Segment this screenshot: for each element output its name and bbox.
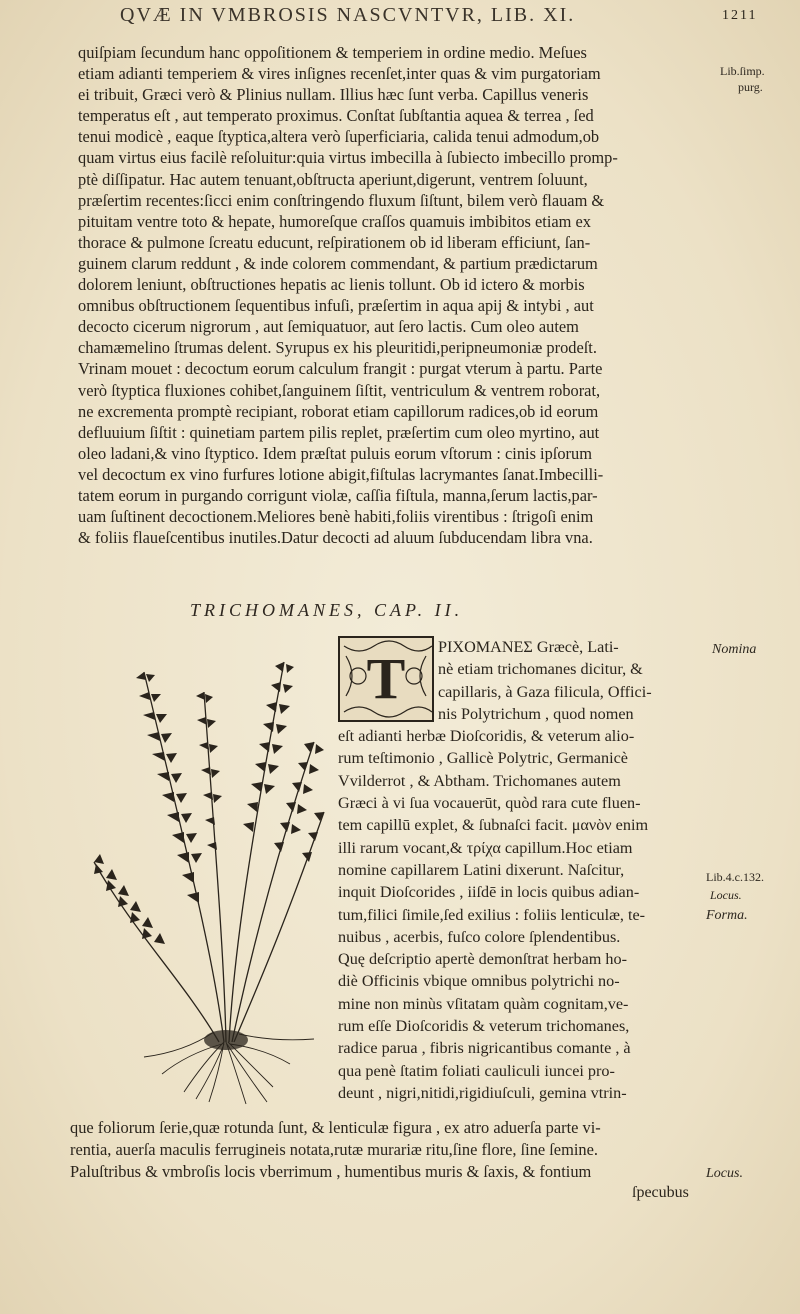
text-line: Quę deſcriptio apertè demonſtrat herbam ho- [338,950,628,969]
text-line: tum,filici ſimile,ſed exilius : foliis lenticulæ, te- [338,905,646,924]
text-line: inquit Dioſcorides , iiſdē in locis quibus adian- [338,883,640,902]
folio-number: 1211 [722,8,758,23]
margin-note-lib4: Lib.4.c.132. [706,870,764,884]
text-line: Vrinam mouet : decoctum eorum calculum frangit : purgat vterum à partu. Parte [78,359,603,379]
text-line: ei tribuit, Græci verò & Plinius nullam. Illius hæc ſunt verba. Capillus veneris [78,85,589,105]
text-line: guinem clarum reddunt , & inde colorem commendant, & partium prædictarum [78,253,598,273]
margin-note-nomina: Nomina [712,642,757,657]
chapter-column-text [338,636,706,1104]
text-line: quam virtus eius facilè reſoluitur:quia virtus imbecilla à ſubiecto imbecillo promp- [78,148,618,168]
text-line: mine non minùs vſitatam quàm cognitam,ve- [338,994,629,1013]
text-line: Vvilderrot , & Abtham. Trichomanes autem [338,771,621,790]
text-line: quiſpiam ſecundum hanc oppoſitionem & temperiem in ordine medio. Meſues [78,43,587,62]
text-line: thorace & pulmone ſcreatu educunt, reſpirationem ob id liberam efficiunt, ſan- [78,232,591,252]
text-line: temperatus eſt , aut temperato proximus. Conſtat ſubſtantia aquea & terrea , ſed [78,106,594,126]
text-line: verò ſtyptica fluxiones cohibet,ſanguinem ſiſtit, ventriculum & ventrem roborat, [78,380,601,400]
text-line: eſt adianti herbæ Dioſcoridis, & veterum alio- [338,727,635,746]
text-line: nuibus , acerbis, fuſco colore ſplendentibus. [338,927,621,946]
text-line: pituitam ventre toto & hepate, humoreſque craſſos quamuis imbibitos etiam ex [78,211,591,231]
text-line: & foliis flaueſcentibus inutiles.Datur decocti ad aluum ſubducendam libra vna. [78,528,593,548]
text-line: rum teſtimonio , Gallicè Polytric, Germanicè [338,749,628,768]
margin-note-lib-simp: Lib.ſimp. [720,64,765,78]
margin-note-purg: purg. [738,80,763,94]
initial-letter-glyph: T [366,646,406,711]
text-line: radice parua , fibris nigricantibus comante , à [338,1039,631,1058]
text-line: tenui modicè , eaque ſtyptica,altera verò ſuperficiaria, calida tenui admodum,ob [78,127,600,147]
text-line: decocto cicerum nigrorum , aut ſemiquatuor, aut ſero lactis. Cum oleo autem [78,317,579,337]
text-line: tatem eorum in purgando corrigunt violæ, caſſia fiſtula, manna,ſerum lactis,par- [78,485,598,505]
text-line: defluuium ſiſtit : quinetiam partem pilis replet, præſertim cum oleo myrtino, aut [78,422,600,442]
text-line: omnibus obſtructionem ſequentibus infuſi, præſertim in aqua apij & intybi , aut [78,296,594,316]
text-line: capillaris, à Gaza filicula, Offici- [438,682,652,701]
text-line: qua penè ſtatim foliati cauliculi iuncei pro- [338,1061,615,1080]
text-line: deunt , nigri,nitidi,rigidiuſculi, gemina vtrin- [338,1083,627,1102]
margin-note-locus: Locus. [710,888,742,902]
text-line: uam ſuſtinent decoctionem.Meliores benè habiti,foliis virentibus : ſtrigoſi enim [78,507,594,527]
text-line: nis Polytrichum , quod nomen [438,704,634,723]
text-line: dolorem leniunt, obſtructiones hepatis ac lienis tollunt. Ob id ictero & morbis [78,275,585,295]
text-line: ne excrementa promptè recipiant, roborat etiam capillorum radices,ob id eorum [78,401,599,421]
text-line: rentia, auerſa maculis ferrugineis notata,rutæ murariæ ritu,ſine flore, ſine ſemine. [70,1140,598,1160]
text-line: vel decoctum ex vino furfures lotione abigit,fiſtulas lacrymantes ſanat.Imbecilli- [78,464,604,484]
text-line: Græci à vi ſua vocauerūt, quòd rara cute fluen- [338,794,641,813]
catchword: ſpecubus [632,1184,689,1201]
text-line: diè Officinis vbique omnibus polytrichi no- [338,972,620,991]
main-text-block [78,42,710,548]
text-line: ptè diſſipatur. Hac autem tenuant,obſtructa aperiunt,digerunt, ventrem ſoluunt, [78,169,588,189]
text-line: rum eſſe Dioſcoridis & veterum trichomanes, [338,1017,630,1036]
continuation-text [70,1117,710,1184]
chapter-heading: TRICHOMANES, CAP. II. [190,600,464,620]
text-line: tem capillū explet, & ſubnaſci facit. μανὸν enim [338,816,649,835]
text-line: que foliorum ſerie,quæ rotunda ſunt, & lenticulæ figura , ex atro aduerſa parte vi- [70,1118,601,1137]
text-line: etiam adianti temperiem & vires inſignes recenſet,inter quas & vim purgatoriam [78,64,601,84]
text-line: præſertim recentes:ſicci enim conſtringendo fluxum ſiſtunt, bilem verò flauam & [78,190,605,210]
text-line: nè etiam trichomanes dicitur, & [438,660,643,679]
margin-note-forma: Forma. [706,908,748,923]
text-line: chamæmelino ſtrumas delent. Syrupus ex his pleuritidi,peripneumoniæ prodeſt. [78,338,597,358]
text-line: oleo ladani,& vino ſtyptico. Idem præſtat puluis eorum vſtorum : cinis ipſorum [78,443,592,463]
text-line: Paluſtribus & vmbroſis locis vberrimum , humentibus muris & ſaxis, & fontium [70,1162,592,1182]
margin-note-locus-2: Locus. [706,1166,743,1181]
text-line: illi rarum vocant,& τρίχα capillum.Hoc etiam [338,838,633,857]
text-line: PIXOMANEΣ Græcè, Lati- [438,638,619,656]
text-line: nomine capillarem Latini dixerunt. Naſcitur, [338,860,625,879]
trichomanes-fern-woodcut [74,632,334,1112]
running-head: QVÆ IN VMBROSIS NASCVNTVR, LIB. XI. [120,4,576,26]
